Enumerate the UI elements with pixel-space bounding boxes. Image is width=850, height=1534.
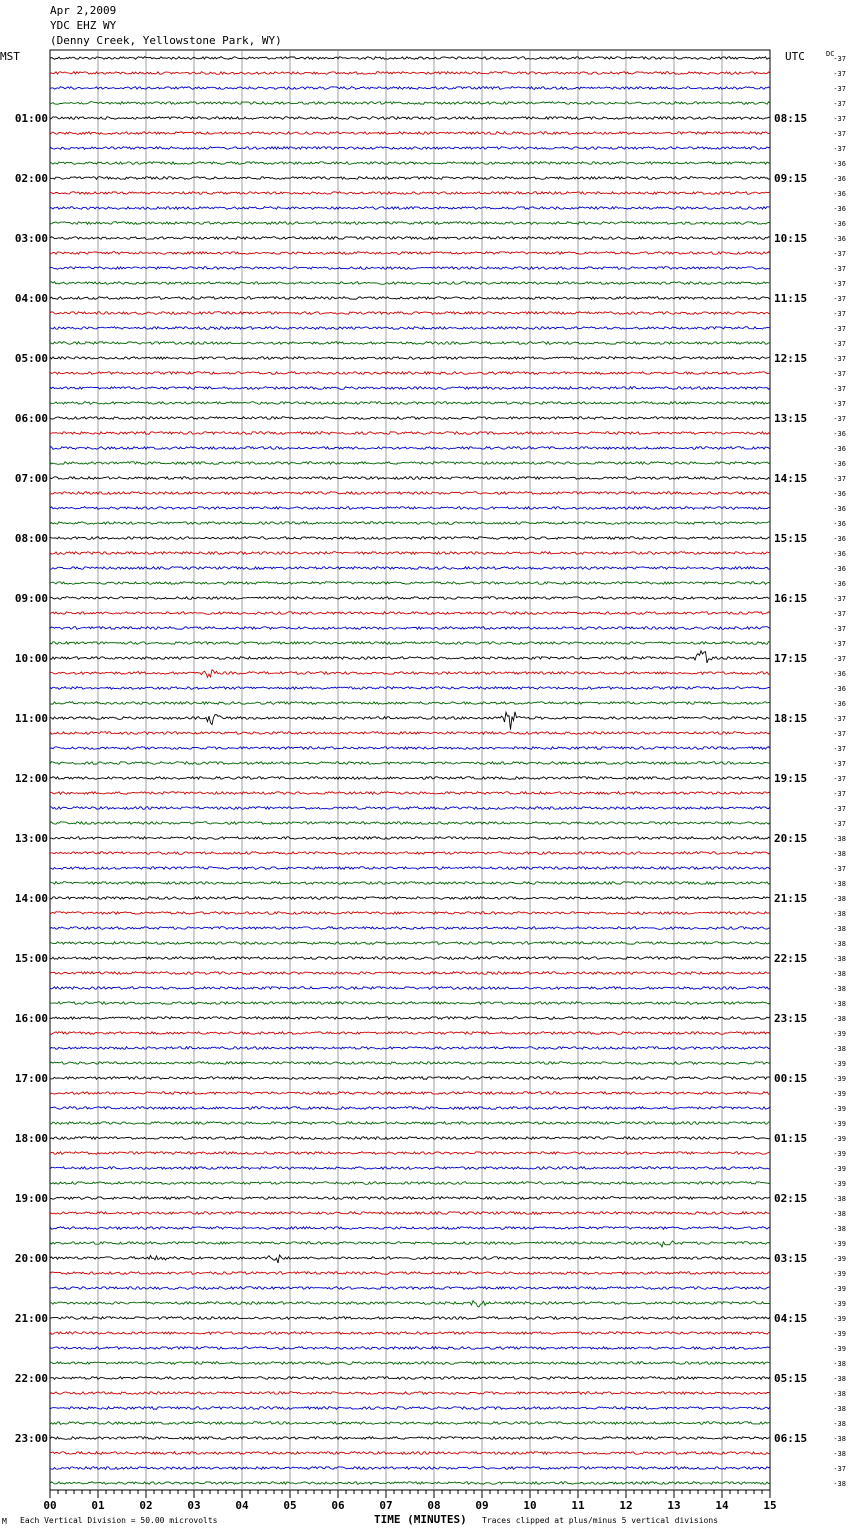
dc-offset-labels <box>833 55 846 1488</box>
mst-hour-label: 21:00 <box>14 1312 48 1325</box>
dc-offset-label: -36 <box>833 520 846 528</box>
trace-line <box>50 1392 770 1395</box>
trace-line <box>50 1347 770 1350</box>
dc-offset-label: -39 <box>833 1255 846 1263</box>
trace-line <box>50 492 770 495</box>
trace-group <box>50 57 770 1485</box>
dc-offset-label: -38 <box>833 940 846 948</box>
station-label: YDC EHZ WY <box>50 19 117 32</box>
trace-line <box>50 252 770 255</box>
trace-line <box>50 162 770 165</box>
dc-offset-label: -37 <box>833 85 846 93</box>
utc-hour-label: 11:15 <box>774 292 808 305</box>
dc-offset-label: -36 <box>833 700 846 708</box>
trace-line <box>50 987 770 990</box>
dc-offset-label: -36 <box>833 175 846 183</box>
trace-line <box>50 837 770 840</box>
dc-offset-label: -37 <box>833 325 846 333</box>
trace-line <box>50 1437 770 1440</box>
utc-axis-label: UTC <box>785 50 805 63</box>
dc-offset-label: -37 <box>833 310 846 318</box>
dc-offset-label: -39 <box>833 1315 846 1323</box>
trace-line <box>50 882 770 885</box>
trace-line <box>50 207 770 210</box>
dc-offset-label: -37 <box>833 115 846 123</box>
dc-offset-label: -39 <box>833 1240 846 1248</box>
trace-line <box>50 402 770 405</box>
mst-hour-label: 05:00 <box>14 352 48 365</box>
dc-offset-label: -37 <box>833 250 846 258</box>
trace-line <box>50 327 770 330</box>
dc-offset-label: -39 <box>833 1090 846 1098</box>
trace-line <box>50 1301 770 1307</box>
trace-line <box>50 1197 770 1200</box>
trace-line <box>50 1482 770 1485</box>
trace-line <box>50 1122 770 1125</box>
dc-offset-label: -37 <box>833 610 846 618</box>
trace-line <box>50 792 770 795</box>
dc-offset-label: -37 <box>833 1465 846 1473</box>
utc-hour-label: 20:15 <box>774 832 808 845</box>
dc-offset-label: -38 <box>833 850 846 858</box>
trace-line <box>50 942 770 945</box>
dc-offset-label: -38 <box>833 970 846 978</box>
trace-line <box>50 1107 770 1110</box>
dc-offset-label: -37 <box>833 145 846 153</box>
dc-offset-label: -38 <box>833 1375 846 1383</box>
mst-hour-label: 22:00 <box>14 1372 48 1385</box>
trace-line <box>50 147 770 150</box>
mst-hour-label: 23:00 <box>14 1432 48 1445</box>
mst-hour-label: 19:00 <box>14 1192 48 1205</box>
dc-offset-label: -38 <box>833 955 846 963</box>
x-tick-label: 14 <box>715 1499 729 1512</box>
dc-offset-label: -38 <box>833 1435 846 1443</box>
dc-offset-label: -38 <box>833 1420 846 1428</box>
dc-offset-label: -39 <box>833 1105 846 1113</box>
trace-line <box>50 1182 770 1185</box>
trace-line <box>50 582 770 585</box>
trace-line <box>50 312 770 315</box>
trace-line <box>50 1212 770 1215</box>
trace-line <box>50 417 770 420</box>
utc-hour-label: 03:15 <box>774 1252 808 1265</box>
dc-offset-label: -37 <box>833 655 846 663</box>
trace-line <box>50 972 770 975</box>
utc-hour-label: 23:15 <box>774 1012 808 1025</box>
dc-offset-label: -36 <box>833 670 846 678</box>
utc-hour-label: 14:15 <box>774 472 808 485</box>
utc-hour-label: 04:15 <box>774 1312 808 1325</box>
trace-line <box>50 567 770 570</box>
mst-hour-label: 02:00 <box>14 172 48 185</box>
trace-line <box>50 897 770 900</box>
dc-offset-label: -38 <box>833 910 846 918</box>
trace-line <box>50 777 770 780</box>
dc-offset-label: -37 <box>833 805 846 813</box>
trace-line <box>50 537 770 540</box>
trace-line <box>50 1047 770 1050</box>
mst-hour-label: 20:00 <box>14 1252 48 1265</box>
trace-line <box>50 1002 770 1005</box>
trace-line <box>50 1332 770 1335</box>
mst-hour-label: 01:00 <box>14 112 48 125</box>
dc-offset-label: -36 <box>833 550 846 558</box>
dc-offset-label: -36 <box>833 685 846 693</box>
x-tick-label: 13 <box>667 1499 681 1512</box>
dc-offset-label: -37 <box>833 265 846 273</box>
dc-offset-label: -39 <box>833 1030 846 1038</box>
dc-offset-label: -36 <box>833 505 846 513</box>
dc-offset-label: -36 <box>833 565 846 573</box>
trace-line <box>50 1241 770 1247</box>
dc-offset-label: -37 <box>833 70 846 78</box>
dc-offset-label: -37 <box>833 475 846 483</box>
trace-line <box>50 372 770 375</box>
utc-hour-label: 16:15 <box>774 592 808 605</box>
trace-line <box>50 670 770 678</box>
dc-offset-label: -36 <box>833 445 846 453</box>
trace-line <box>50 712 770 730</box>
utc-hour-label: 09:15 <box>774 172 808 185</box>
dc-offset-label: -38 <box>833 1390 846 1398</box>
utc-hour-label: 17:15 <box>774 652 808 665</box>
x-tick-label: 11 <box>571 1499 585 1512</box>
trace-line <box>50 702 770 705</box>
scale-text: Each Vertical Division = 50.00 microvolts <box>20 1516 218 1525</box>
dc-offset-label: -39 <box>833 1060 846 1068</box>
trace-line <box>50 132 770 135</box>
dc-offset-label: -37 <box>833 100 846 108</box>
utc-hour-label: 10:15 <box>774 232 808 245</box>
utc-hour-label: 01:15 <box>774 1132 808 1145</box>
dc-offset-label: -37 <box>833 865 846 873</box>
trace-line <box>50 282 770 285</box>
trace-line <box>50 642 770 645</box>
dc-offset-label: -37 <box>833 355 846 363</box>
trace-line <box>50 1272 770 1275</box>
trace-line <box>50 612 770 615</box>
trace-line <box>50 912 770 915</box>
x-tick-label: 15 <box>763 1499 777 1512</box>
dc-offset-label: -39 <box>833 1135 846 1143</box>
trace-line <box>50 507 770 510</box>
x-tick-label: 06 <box>331 1499 345 1512</box>
mst-hour-label: 16:00 <box>14 1012 48 1025</box>
plot-frame <box>50 50 770 1490</box>
trace-line <box>50 87 770 90</box>
dc-offset-label: -39 <box>833 1120 846 1128</box>
x-tick-label: 07 <box>379 1499 393 1512</box>
dc-offset-label: -36 <box>833 535 846 543</box>
trace-line <box>50 1255 770 1263</box>
dc-offset-label: -37 <box>833 130 846 138</box>
trace-line <box>50 192 770 195</box>
trace-line <box>50 477 770 480</box>
mst-hour-label: 03:00 <box>14 232 48 245</box>
dc-offset-label: -37 <box>833 760 846 768</box>
trace-line <box>50 432 770 435</box>
dc-offset-label: -37 <box>833 370 846 378</box>
mst-hour-label: 13:00 <box>14 832 48 845</box>
x-tick-label: 02 <box>139 1499 153 1512</box>
utc-hour-label: 05:15 <box>774 1372 808 1385</box>
dc-offset-label: -38 <box>833 1450 846 1458</box>
utc-hour-label: 19:15 <box>774 772 808 785</box>
trace-line <box>50 597 770 600</box>
trace-line <box>50 102 770 105</box>
dc-offset-label: -38 <box>833 1210 846 1218</box>
utc-hour-label: 00:15 <box>774 1072 808 1085</box>
dc-offset-label: -38 <box>833 1360 846 1368</box>
utc-hour-label: 15:15 <box>774 532 808 545</box>
x-tick-label: 08 <box>427 1499 441 1512</box>
trace-line <box>50 522 770 525</box>
trace-line <box>50 1467 770 1470</box>
dc-offset-label: -36 <box>833 490 846 498</box>
trace-line <box>50 1167 770 1170</box>
trace-line <box>50 747 770 750</box>
trace-line <box>50 687 770 690</box>
x-tick-label: 00 <box>43 1499 57 1512</box>
dc-offset-label: -38 <box>833 1225 846 1233</box>
dc-offset-label: -39 <box>833 1075 846 1083</box>
trace-line <box>50 822 770 825</box>
trace-line <box>50 1092 770 1095</box>
dc-offset-label: -38 <box>833 1480 846 1488</box>
trace-line <box>50 1422 770 1425</box>
dc-offset-label: -38 <box>833 895 846 903</box>
dc-offset-label: -36 <box>833 430 846 438</box>
trace-line <box>50 447 770 450</box>
dc-offset-label: -37 <box>833 745 846 753</box>
trace-line <box>50 732 770 735</box>
trace-line <box>50 1407 770 1410</box>
dc-offset-label: -38 <box>833 835 846 843</box>
mst-hour-label: 09:00 <box>14 592 48 605</box>
trace-line <box>50 762 770 765</box>
utc-hour-label: 02:15 <box>774 1192 808 1205</box>
dc-offset-label: -37 <box>833 295 846 303</box>
dc-offset-label: -36 <box>833 205 846 213</box>
dc-offset-label: -38 <box>833 880 846 888</box>
trace-line <box>50 1452 770 1455</box>
x-tick-label: 10 <box>523 1499 537 1512</box>
dc-offset-label: -37 <box>833 415 846 423</box>
clip-text: Traces clipped at plus/minus 5 vertical divisions <box>482 1516 719 1525</box>
mst-hour-label: 12:00 <box>14 772 48 785</box>
trace-line <box>50 852 770 855</box>
trace-line <box>50 1062 770 1065</box>
x-tick-label: 09 <box>475 1499 489 1512</box>
trace-line <box>50 177 770 180</box>
trace-line <box>50 462 770 465</box>
trace-line <box>50 57 770 60</box>
x-tick-label: 12 <box>619 1499 633 1512</box>
dc-offset-label: -37 <box>833 730 846 738</box>
utc-hour-label: 06:15 <box>774 1432 808 1445</box>
dc-offset-label: -37 <box>833 595 846 603</box>
mst-time-labels <box>15 112 48 1445</box>
dc-offset-label: -36 <box>833 160 846 168</box>
dc-offset-label: -36 <box>833 460 846 468</box>
trace-line <box>50 867 770 870</box>
mst-hour-label: 08:00 <box>14 532 48 545</box>
trace-line <box>50 1152 770 1155</box>
trace-line <box>50 387 770 390</box>
trace-line <box>50 1077 770 1080</box>
dc-offset-label: -39 <box>833 1345 846 1353</box>
trace-line <box>50 267 770 270</box>
trace-line <box>50 222 770 225</box>
dc-offset-label: -38 <box>833 985 846 993</box>
mst-hour-label: 11:00 <box>14 712 48 725</box>
dc-offset-label: -39 <box>833 1330 846 1338</box>
dc-offset-label: -36 <box>833 220 846 228</box>
x-tick-label: 04 <box>235 1499 249 1512</box>
trace-line <box>50 927 770 930</box>
dc-offset-label: -39 <box>833 1285 846 1293</box>
footer-mark: M <box>2 1517 7 1526</box>
grid-lines <box>50 50 770 1490</box>
trace-line <box>50 552 770 555</box>
trace-line <box>50 1287 770 1290</box>
trace-line <box>50 627 770 630</box>
dc-offset-label: -36 <box>833 190 846 198</box>
trace-line <box>50 1317 770 1320</box>
dc-offset-label: -39 <box>833 1180 846 1188</box>
trace-line <box>50 117 770 120</box>
x-axis <box>43 1490 776 1512</box>
date-label: Apr 2,2009 <box>50 4 117 17</box>
mst-hour-label: 18:00 <box>14 1132 48 1145</box>
dc-offset-label: -37 <box>833 775 846 783</box>
trace-line <box>50 72 770 75</box>
dc-offset-label: -38 <box>833 1195 846 1203</box>
mst-hour-label: 17:00 <box>14 1072 48 1085</box>
dc-offset-label: -38 <box>833 925 846 933</box>
dc-offset-label: -37 <box>833 715 846 723</box>
dc-label: DC <box>826 50 835 58</box>
mst-hour-label: 06:00 <box>14 412 48 425</box>
dc-offset-label: -39 <box>833 1150 846 1158</box>
dc-offset-label: -37 <box>833 640 846 648</box>
dc-offset-label: -37 <box>833 55 846 63</box>
x-tick-label: 03 <box>187 1499 201 1512</box>
trace-line <box>50 1032 770 1035</box>
utc-hour-label: 12:15 <box>774 352 808 365</box>
dc-offset-label: -36 <box>833 580 846 588</box>
mst-hour-label: 07:00 <box>14 472 48 485</box>
dc-offset-label: -37 <box>833 385 846 393</box>
utc-hour-label: 08:15 <box>774 112 808 125</box>
trace-line <box>50 957 770 960</box>
mst-hour-label: 10:00 <box>14 652 48 665</box>
utc-hour-label: 22:15 <box>774 952 808 965</box>
utc-hour-label: 18:15 <box>774 712 808 725</box>
mst-hour-label: 04:00 <box>14 292 48 305</box>
trace-line <box>50 357 770 360</box>
dc-offset-label: -39 <box>833 1270 846 1278</box>
x-axis-title: TIME (MINUTES) <box>374 1513 467 1526</box>
dc-offset-label: -37 <box>833 280 846 288</box>
x-tick-label: 05 <box>283 1499 297 1512</box>
trace-line <box>50 237 770 240</box>
mst-axis-label: MST <box>0 50 20 63</box>
dc-offset-label: -39 <box>833 1300 846 1308</box>
dc-offset-label: -37 <box>833 625 846 633</box>
trace-line <box>50 1227 770 1230</box>
dc-offset-label: -38 <box>833 1000 846 1008</box>
trace-line <box>50 651 770 663</box>
trace-line <box>50 297 770 300</box>
dc-offset-label: -36 <box>833 235 846 243</box>
x-tick-label: 01 <box>91 1499 105 1512</box>
trace-line <box>50 1362 770 1365</box>
trace-line <box>50 807 770 810</box>
dc-offset-label: -38 <box>833 1045 846 1053</box>
mst-hour-label: 15:00 <box>14 952 48 965</box>
trace-line <box>50 342 770 345</box>
location-label: (Denny Creek, Yellowstone Park, WY) <box>50 34 282 47</box>
dc-offset-label: -39 <box>833 1165 846 1173</box>
dc-offset-label: -37 <box>833 820 846 828</box>
dc-offset-label: -38 <box>833 1015 846 1023</box>
dc-offset-label: -38 <box>833 1405 846 1413</box>
utc-hour-label: 21:15 <box>774 892 808 905</box>
utc-time-labels <box>774 112 807 1445</box>
utc-hour-label: 13:15 <box>774 412 808 425</box>
trace-line <box>50 1017 770 1020</box>
dc-offset-label: -37 <box>833 400 846 408</box>
trace-line <box>50 1137 770 1140</box>
dc-offset-label: -37 <box>833 790 846 798</box>
trace-line <box>50 1377 770 1380</box>
dc-offset-label: -37 <box>833 340 846 348</box>
mst-hour-label: 14:00 <box>14 892 48 905</box>
